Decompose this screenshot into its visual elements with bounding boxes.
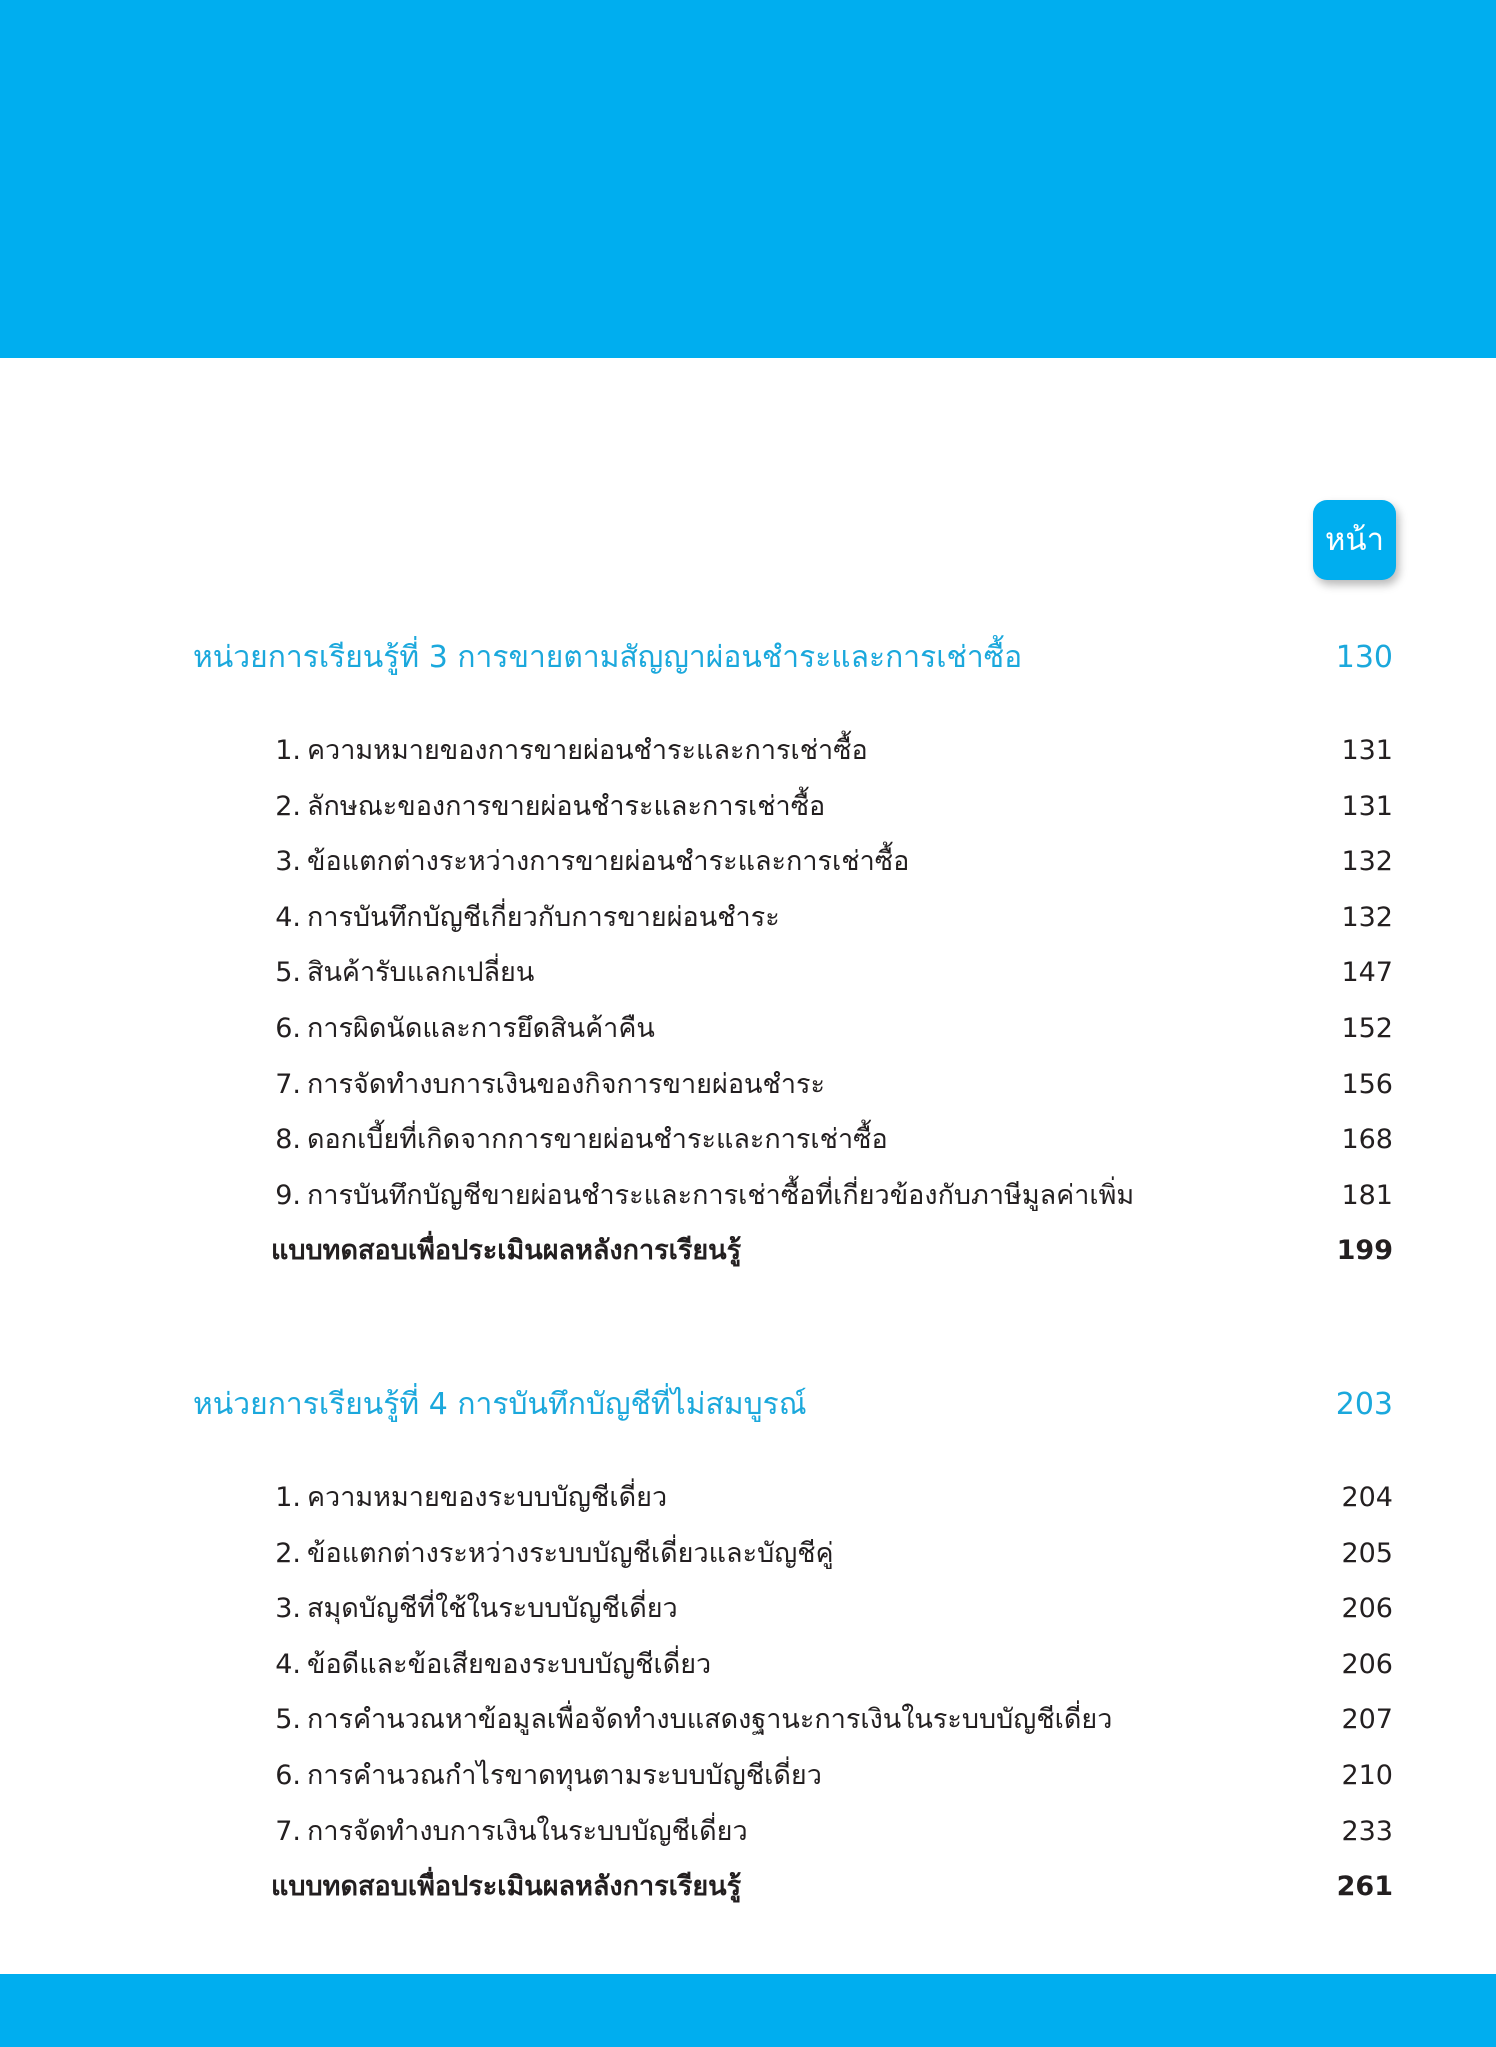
toc-item-title: การผิดนัดและการยึดสินค้าคืน bbox=[307, 1012, 655, 1044]
toc-item-page: 152 bbox=[1341, 1012, 1393, 1044]
toc-item-page: 156 bbox=[1341, 1068, 1393, 1100]
unit-heading[interactable] bbox=[193, 628, 1393, 688]
unit-page-number: 130 bbox=[1335, 640, 1393, 675]
toc-quiz-item[interactable] bbox=[271, 1859, 1393, 1915]
toc-item-page: 131 bbox=[1341, 790, 1393, 822]
toc-item-page: 233 bbox=[1341, 1815, 1393, 1847]
toc-item-number: 6. bbox=[275, 1012, 301, 1044]
toc-item[interactable] bbox=[271, 1748, 1393, 1804]
toc-item-title: การจัดทำงบการเงินของกิจการขายผ่อนชำระ bbox=[307, 1068, 825, 1100]
toc-item-page: 207 bbox=[1341, 1704, 1393, 1736]
toc-item-title: ดอกเบี้ยที่เกิดจากการขายผ่อนชำระและการเช่าซื้อ bbox=[307, 1124, 888, 1156]
toc-quiz-item[interactable] bbox=[271, 1223, 1393, 1279]
toc-item[interactable] bbox=[271, 1112, 1393, 1168]
toc-item-title: ความหมายของระบบบัญชีเดี่ยว bbox=[307, 1482, 668, 1513]
toc-item-title: การคำนวณกำไรขาดทุนตามระบบบัญชีเดี่ยว bbox=[307, 1759, 822, 1791]
toc-item[interactable] bbox=[271, 1692, 1393, 1748]
toc-quiz-title: แบบทดสอบเพื่อประเมินผลหลังการเรียนรู้ bbox=[271, 1871, 742, 1903]
toc-item-page: 132 bbox=[1341, 901, 1393, 933]
toc-list bbox=[271, 723, 1393, 1279]
toc-item-page: 205 bbox=[1341, 1537, 1393, 1569]
toc-quiz-page: 261 bbox=[1336, 1871, 1393, 1903]
toc-quiz-page: 199 bbox=[1336, 1235, 1393, 1267]
toc-item[interactable] bbox=[271, 1470, 1393, 1526]
toc-item[interactable] bbox=[271, 1804, 1393, 1860]
toc-item-page: 206 bbox=[1341, 1593, 1393, 1625]
toc-item-title: ความหมายของการขายผ่อนชำระและการเช่าซื้อ bbox=[307, 735, 868, 766]
unit-title: หน่วยการเรียนรู้ที่ 3 การขายตามสัญญาผ่อนชำระและการเช่าซื้อ bbox=[193, 640, 1023, 675]
page-column-badge: หน้า bbox=[1313, 500, 1396, 580]
toc-item-title: ลักษณะของการขายผ่อนชำระและการเช่าซื้อ bbox=[307, 790, 826, 822]
unit-title: หน่วยการเรียนรู้ที่ 4 การบันทึกบัญชีที่ไม่สมบูรณ์ bbox=[193, 1387, 807, 1422]
toc-item-number: 8. bbox=[275, 1124, 301, 1156]
toc-item-number: 2. bbox=[275, 1537, 301, 1569]
toc-item[interactable] bbox=[271, 1168, 1393, 1224]
toc-item-title: ข้อแตกต่างระหว่างการขายผ่อนชำระและการเช่าซื้อ bbox=[307, 846, 910, 878]
toc-list bbox=[271, 1470, 1393, 1915]
toc-item-title: การจัดทำงบการเงินในระบบบัญชีเดี่ยว bbox=[307, 1815, 748, 1847]
toc-item-number: 7. bbox=[275, 1068, 301, 1100]
toc-item[interactable] bbox=[271, 890, 1393, 946]
toc-item-page: 206 bbox=[1341, 1648, 1393, 1680]
toc-item-number: 5. bbox=[275, 957, 301, 989]
toc-item-number: 1. bbox=[275, 1482, 301, 1513]
toc-item-title: สมุดบัญชีที่ใช้ในระบบบัญชีเดี่ยว bbox=[307, 1593, 678, 1625]
toc-item-number: 2. bbox=[275, 790, 301, 822]
toc-item-page: 147 bbox=[1341, 957, 1393, 989]
toc-item[interactable] bbox=[271, 834, 1393, 890]
toc-item-title: การคำนวณหาข้อมูลเพื่อจัดทำงบแสดงฐานะการเงินในระบบบัญชีเดี่ยว bbox=[307, 1704, 1113, 1736]
header-band bbox=[0, 0, 1496, 358]
toc-item-number: 7. bbox=[275, 1815, 301, 1847]
toc-item-title: สินค้ารับแลกเปลี่ยน bbox=[307, 957, 535, 989]
toc-item-page: 132 bbox=[1341, 846, 1393, 878]
toc-quiz-title: แบบทดสอบเพื่อประเมินผลหลังการเรียนรู้ bbox=[271, 1235, 742, 1267]
unit-section bbox=[193, 628, 1393, 1267]
toc-item-title: การบันทึกบัญชีเกี่ยวกับการขายผ่อนชำระ bbox=[307, 901, 780, 933]
toc-item-number: 3. bbox=[275, 1593, 301, 1625]
toc-item-page: 181 bbox=[1341, 1179, 1393, 1211]
toc-item[interactable] bbox=[271, 1526, 1393, 1582]
toc-item-page: 168 bbox=[1341, 1124, 1393, 1156]
toc-item[interactable] bbox=[271, 779, 1393, 835]
toc-item-number: 1. bbox=[275, 735, 301, 766]
toc-item-page: 131 bbox=[1341, 735, 1393, 766]
toc-item-number: 4. bbox=[275, 1648, 301, 1680]
toc-item[interactable] bbox=[271, 1001, 1393, 1057]
toc-item-number: 3. bbox=[275, 846, 301, 878]
toc-item[interactable] bbox=[271, 1057, 1393, 1113]
toc-item-number: 5. bbox=[275, 1704, 301, 1736]
unit-page-number: 203 bbox=[1335, 1387, 1393, 1422]
toc-item[interactable] bbox=[271, 1581, 1393, 1637]
toc-item-number: 4. bbox=[275, 901, 301, 933]
toc-item-title: ข้อแตกต่างระหว่างระบบบัญชีเดี่ยวและบัญชีคู่ bbox=[307, 1537, 834, 1569]
toc-item-page: 204 bbox=[1341, 1482, 1393, 1513]
unit-heading[interactable] bbox=[193, 1375, 1393, 1435]
toc-item-title: การบันทึกบัญชีขายผ่อนชำระและการเช่าซื้อที่เกี่ยวข้องกับภาษีมูลค่าเพิ่ม bbox=[307, 1179, 1135, 1211]
toc-item[interactable] bbox=[271, 1637, 1393, 1693]
toc-item[interactable] bbox=[271, 723, 1393, 779]
toc-item-page: 210 bbox=[1341, 1759, 1393, 1791]
unit-section bbox=[193, 1375, 1393, 1903]
toc-item[interactable] bbox=[271, 945, 1393, 1001]
toc-item-number: 9. bbox=[275, 1179, 301, 1211]
toc-item-title: ข้อดีและข้อเสียของระบบบัญชีเดี่ยว bbox=[307, 1648, 712, 1680]
toc-item-number: 6. bbox=[275, 1759, 301, 1791]
footer-band bbox=[0, 1974, 1496, 2047]
